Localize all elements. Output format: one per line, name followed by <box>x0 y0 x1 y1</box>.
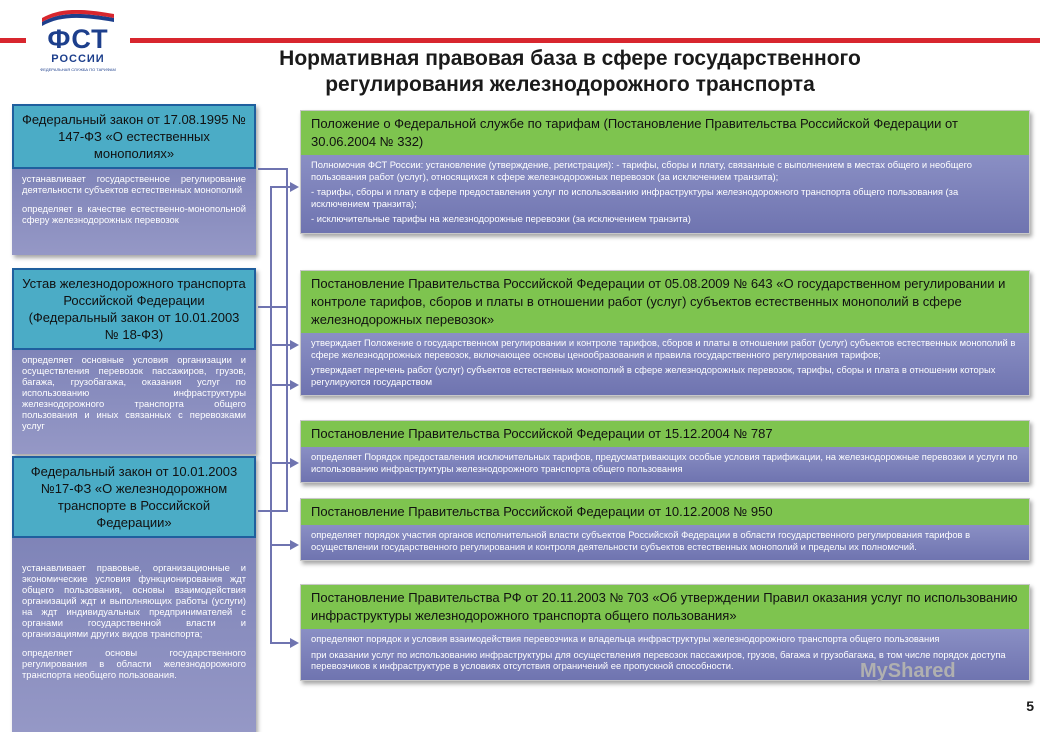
right-box-1-body <box>301 155 1029 233</box>
fst-logo <box>26 4 130 76</box>
right-box-3-body <box>301 447 1029 482</box>
page-title <box>140 46 1000 98</box>
right-box-1-item: - тарифы, сборы и плату в сфере предоставления услуг по использованию инфраструктуры железнодорожного транспорта общего пользования (за исключением транзита); <box>311 186 959 209</box>
title-line-1: Нормативная правовая база в сфере государственного <box>279 47 861 70</box>
left-box-1-item: определяет в качестве естественно-монопольной сферу железнодорожных перевозок <box>22 203 246 225</box>
right-box-4-body <box>301 525 1029 560</box>
left-box-1-body <box>12 169 256 255</box>
connector <box>258 168 288 170</box>
connector <box>272 544 290 546</box>
left-box-2-body <box>12 350 256 454</box>
arrow-icon <box>290 340 299 350</box>
left-box-1-item: устанавливает государственное регулирование деятельности субъектов естественных монополий <box>22 173 246 195</box>
connector <box>286 168 288 512</box>
page-number: 5 <box>1026 698 1034 714</box>
left-box-1 <box>12 104 256 255</box>
left-box-2-item: определяет основные условия организации и осуществления перевозок пассажиров, грузов, багажа, грузобагажа, оказания услуг по использованию инфраструктуры железнодорожного транспорта общего пользования и иных связанных с перевозками услуг <box>22 354 246 431</box>
right-box-2-body <box>301 333 1029 395</box>
left-box-2 <box>12 268 256 454</box>
right-box-3-header: Постановление Правительства Российской Федерации от 15.12.2004 № 787 <box>301 421 1029 447</box>
right-box-1-header: Положение о Федеральной службе по тарифам (Постановление Правительства Российской Федерации от 30.06.2004 № 332) <box>301 111 1029 155</box>
connector <box>272 642 290 644</box>
connector <box>258 510 286 512</box>
arrow-icon <box>290 638 299 648</box>
left-box-3 <box>12 456 256 732</box>
right-box-3 <box>300 420 1030 483</box>
connector <box>272 344 290 346</box>
left-box-3-header: Федеральный закон от 10.01.2003 №17-ФЗ «О железнодорожном транспорте в Российской Федерации» <box>12 456 256 538</box>
right-box-2-item: утверждает перечень работ (услуг) субъектов естественных монополий в сфере железнодорожных перевозок, тарифы, сборы и плата в отношении которых регулируются государством <box>311 364 996 387</box>
right-box-2-item: утверждает Положение о государственном регулировании и контроле тарифов, сборов и платы в отношении работ (услуг) субъектов естественных монополий в сфере железнодорожных перевозок, включающее основы ценообразования и правила государственного регулирования тарифов; <box>311 337 1016 360</box>
watermark: MyShared <box>860 660 956 682</box>
arrow-icon <box>290 458 299 468</box>
left-box-2-header: Устав железнодорожного транспорта Российской Федерации (Федеральный закон от 10.01.2003 № 18-ФЗ) <box>12 268 256 350</box>
arrow-icon <box>290 380 299 390</box>
logo-subtitle: ФЕДЕРАЛЬНАЯ СЛУЖБА ПО ТАРИФАМ <box>40 67 116 72</box>
right-box-1-item: Полномочия ФСТ России: установление (утверждение, регистрация): - тарифы, сборы и плату, связанные с выполнением в местах общего и необщего пользования работ (услуг), относящихся к сфере железнодорожных перевозок (за исключением транзита); <box>311 159 972 182</box>
right-box-4 <box>300 498 1030 561</box>
right-box-4-item: определяет порядок участия органов исполнительной власти субъектов Российской Федерации в области государственного регулирования тарифов в осуществлении государственного регулирования и контроля деятельности субъектов естественных монополий и пределы их полномочий. <box>311 529 971 552</box>
connector <box>272 186 290 188</box>
left-box-3-item: определяет основы государственного регулирования в области железнодорожного транспорта необщего пользования. <box>22 647 246 680</box>
right-box-4-header: Постановление Правительства Российской Федерации от 10.12.2008 № 950 <box>301 499 1029 525</box>
logo-text: ФСТ <box>47 24 109 54</box>
connector <box>272 384 290 386</box>
left-box-3-body <box>12 538 256 732</box>
title-line-2: регулирования железнодорожного транспорта <box>325 73 815 96</box>
arrow-icon <box>290 182 299 192</box>
right-box-5-item: при оказании услуг по использованию инфраструктуры для осуществления перевозок пассажиров, грузов, багажа и грузобагажа, в том числе порядок доступа перевозчиков к инфраструктуре в условиях отсутствия ограничений ее пропускной способности. <box>311 648 1006 671</box>
logo-country: РОССИИ <box>51 53 105 65</box>
left-box-1-header: Федеральный закон от 17.08.1995 № 147-ФЗ «О естественных монополиях» <box>12 104 256 169</box>
right-box-5-header: Постановление Правительства РФ от 20.11.2003 № 703 «Об утверждении Правил оказания услуг по использованию инфраструктуры железнодорожного транспорта общего пользования» <box>301 585 1029 629</box>
right-box-5-item: определяют порядок и условия взаимодействия перевозчика и владельца инфраструктуры железнодорожного транспорта общего пользования <box>311 633 940 644</box>
right-box-2-header: Постановление Правительства Российской Федерации от 05.08.2009 № 643 «О государственном регулировании и контроле тарифов, сборов и платы в отношении работ (услуг) субъектов естественных монополий в сфере железнодорожных перевозок» <box>301 271 1029 333</box>
right-box-1 <box>300 110 1030 234</box>
right-box-1-item: - исключительные тарифы на железнодорожные перевозки (за исключением транзита) <box>311 213 691 224</box>
connector <box>272 462 290 464</box>
arrow-icon <box>290 540 299 550</box>
right-box-3-item: определяет Порядок предоставления исключительных тарифов, предусматривающих особые условия тарификации, на железнодорожные перевозки и услуги по использованию инфраструктуры железнодорожного транспорта общего пользования <box>311 451 1018 474</box>
left-box-3-item: устанавливает правовые, организационные и экономические условия функционирования ждт общего пользования, основы взаимодействия организаций ждт и выполняющих работы (услуги) на ждт индивидуальных предпринимателей с органами государственной власти и организациями других видов транспорта; <box>22 562 246 639</box>
connector <box>258 306 286 308</box>
header-red-line <box>0 38 1040 43</box>
connector <box>270 186 272 644</box>
right-box-2 <box>300 270 1030 396</box>
